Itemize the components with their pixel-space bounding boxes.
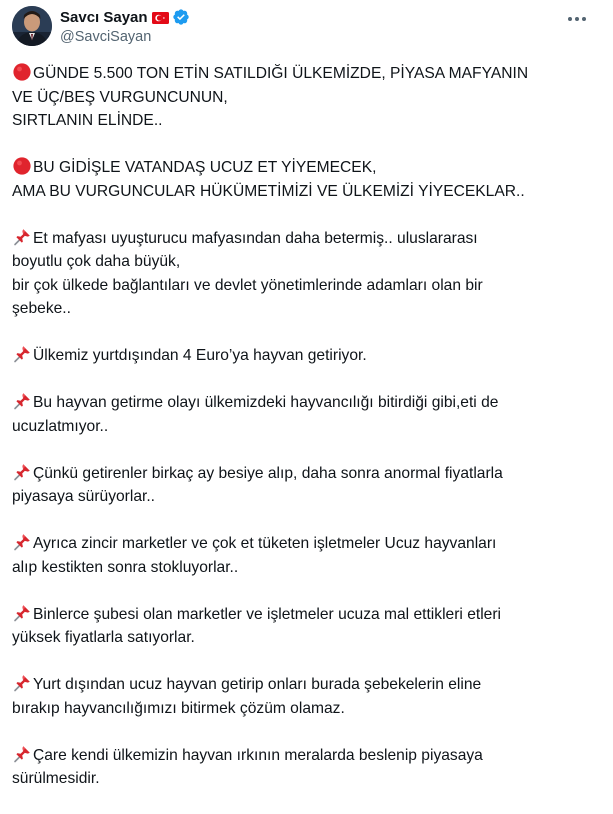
tweet-line-text: yüksek fiyatlarla satıyorlar. xyxy=(12,629,195,646)
tweet-paragraph xyxy=(12,62,602,133)
pushpin-icon xyxy=(12,603,32,623)
tweet-line-text: bir çok ülkede bağlantıları ve devlet yönetimlerinde adamları olan bir xyxy=(12,276,483,294)
tweet-line xyxy=(12,603,602,627)
pushpin-icon xyxy=(12,391,32,411)
more-options-icon[interactable] xyxy=(566,10,588,28)
tweet-line xyxy=(12,297,602,321)
handle[interactable]: @SavciSayan xyxy=(60,29,152,45)
tweet-line xyxy=(12,250,602,274)
pushpin-icon xyxy=(12,227,32,247)
tweet-line xyxy=(12,697,602,721)
tweet-line xyxy=(12,462,602,486)
tweet-line-text: Binlerce şubesi olan marketler ve işletmeler ucuza mal ettikleri etleri xyxy=(33,605,501,623)
tweet-line xyxy=(12,227,602,251)
tweet-line-text: piyasaya sürüyorlar.. xyxy=(12,488,156,505)
tweet-line-text: BU GİDİŞLE VATANDAŞ UCUZ ET YİYEMECEK, xyxy=(33,159,377,176)
tweet-line-text: Et mafyası uyuşturucu mafyasından daha betermiş.. uluslararası xyxy=(33,229,478,247)
display-name[interactable]: Savcı Sayan xyxy=(60,8,148,26)
tweet-paragraph xyxy=(12,391,602,438)
tweet-paragraph xyxy=(12,227,602,321)
red-circle-icon xyxy=(12,156,32,176)
tweet-header xyxy=(12,6,602,48)
tweet-line-text: boyutlu çok daha büyük, xyxy=(12,253,181,270)
pushpin-icon xyxy=(12,532,32,552)
tweet-line xyxy=(12,344,602,368)
turkey-flag-icon xyxy=(152,11,169,23)
author-info xyxy=(60,8,190,45)
tweet-line-text: sürülmesidir. xyxy=(12,770,100,787)
tweet-paragraph xyxy=(12,344,602,368)
name-row xyxy=(60,8,190,26)
tweet-line-text: Bu hayvan getirme olayı ülkemizdeki hayvancılığı bitirdiği gibi,eti de xyxy=(33,394,499,411)
tweet-line-text: ucuzlatmıyor.. xyxy=(12,417,109,435)
tweet-line xyxy=(12,485,602,509)
tweet-line-text: bırakıp hayvancılığımızı bitirmek çözüm olamaz. xyxy=(12,699,345,717)
tweet-line xyxy=(12,744,602,768)
pushpin-icon xyxy=(12,744,32,764)
pushpin-icon xyxy=(12,462,32,482)
tweet-paragraph xyxy=(12,156,602,203)
tweet-line xyxy=(12,767,602,791)
pushpin-icon xyxy=(12,344,32,364)
tweet-line-text: Yurt dışından ucuz hayvan getirip onları burada şebekelerin eline xyxy=(33,676,482,693)
tweet-paragraph xyxy=(12,462,602,509)
tweet-line-text: Çare kendi ülkemizin hayvan ırkının meralarda beslenip piyasaya xyxy=(33,746,483,764)
red-circle-icon xyxy=(12,62,32,82)
tweet-line-text: SIRTLANIN ELİNDE.. xyxy=(12,112,163,129)
tweet-line xyxy=(12,532,602,556)
tweet-line-text: alıp kestikten sonra stokluyorlar.. xyxy=(12,558,239,576)
tweet-paragraph xyxy=(12,603,602,650)
tweet-line xyxy=(12,415,602,439)
tweet-paragraph xyxy=(12,532,602,579)
tweet-line xyxy=(12,626,602,650)
tweet-line-text: Ayrıca zincir marketler ve çok et tüketen işletmeler Ucuz hayvanları xyxy=(33,535,497,552)
tweet-line xyxy=(12,556,602,580)
avatar[interactable] xyxy=(12,6,52,46)
tweet-line xyxy=(12,673,602,697)
tweet-line-text: Ülkemiz yurtdışından 4 Euro’ya hayvan getiriyor. xyxy=(33,347,367,364)
tweet-line xyxy=(12,86,602,110)
tweet-line-text: VE ÜÇ/BEŞ VURGUNCUNUN, xyxy=(12,88,228,106)
tweet-line-text: GÜNDE 5.500 TON ETİN SATILDIĞI ÜLKEMİZDE, PİYASA MAFYANIN xyxy=(33,65,529,82)
tweet-text xyxy=(12,62,602,814)
verified-badge-icon[interactable] xyxy=(172,8,190,26)
tweet-line xyxy=(12,62,602,86)
tweet-line xyxy=(12,156,602,180)
tweet-line-text: şebeke.. xyxy=(12,300,71,317)
pushpin-icon xyxy=(12,673,32,693)
tweet-paragraph xyxy=(12,673,602,720)
tweet-line xyxy=(12,109,602,133)
tweet-line xyxy=(12,391,602,415)
tweet-line-text: AMA BU VURGUNCULAR HÜKÜMETİMİZİ VE ÜLKEMİZİ YİYECEKLAR.. xyxy=(12,182,525,200)
tweet-line xyxy=(12,274,602,298)
tweet-line-text: Çünkü getirenler birkaç ay besiye alıp, daha sonra anormal fiyatlarla xyxy=(33,464,503,482)
tweet-line xyxy=(12,180,602,204)
tweet-paragraph xyxy=(12,744,602,791)
avatar-image xyxy=(12,6,52,46)
